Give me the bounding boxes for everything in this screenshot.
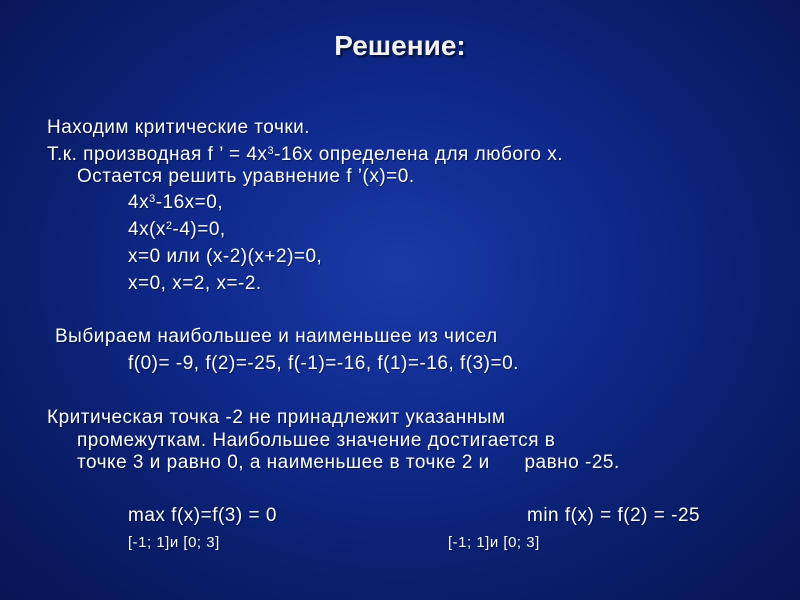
equation-line-1-b: -16x=0, (155, 192, 224, 213)
equation-line-3: x=0 или (x-2)(x+2)=0, (128, 246, 323, 267)
text-line-3: Остается решить уравнение f ’(x)=0. (77, 166, 415, 187)
slide-title: Решение: (334, 30, 466, 61)
text-line-1: Находим критические точки. (47, 117, 311, 138)
equation-line-4: x=0, x=2, x=-2. (128, 273, 262, 294)
equation-line-2-b: -4)=0, (172, 219, 226, 240)
text-line-2 (47, 144, 563, 166)
min-expression: min f(x) = f(2) = -25 (527, 505, 701, 526)
text-line-2-b: -16x определена для любого x. (274, 144, 564, 165)
max-interval: [-1; 1]и [0; 3] (128, 534, 220, 551)
text-line-2-a: Т.к. производная f ’ = 4x (47, 144, 268, 165)
equation-line-1-a: 4x (128, 192, 150, 213)
equation-line-1 (128, 192, 223, 214)
equation-line-2-sup: 2 (165, 220, 173, 232)
conclusion-line-1: Критическая точка -2 не принадлежит указанным (47, 407, 506, 428)
conclusion-line-2: промежуткам. Наибольшее значение достигается в (77, 430, 556, 451)
equation-line-2-a: 4x(x (128, 219, 166, 240)
text-line-choose: Выбираем наибольшее и наименьшее из чисел (55, 326, 498, 347)
equation-line-2 (128, 219, 226, 241)
max-expression: max f(x)=f(3) = 0 (128, 505, 277, 526)
equation-line-1-sup: 3 (149, 193, 156, 205)
min-interval: [-1; 1]и [0; 3] (448, 534, 540, 551)
values-line: f(0)= -9, f(2)=-25, f(-1)=-16, f(1)=-16, f(3)=0. (128, 353, 519, 374)
conclusion-line-3: точке 3 и равно 0, а наименьшее в точке 2 и равно -25. (77, 452, 620, 473)
text-line-2-sup: 3 (267, 145, 275, 157)
